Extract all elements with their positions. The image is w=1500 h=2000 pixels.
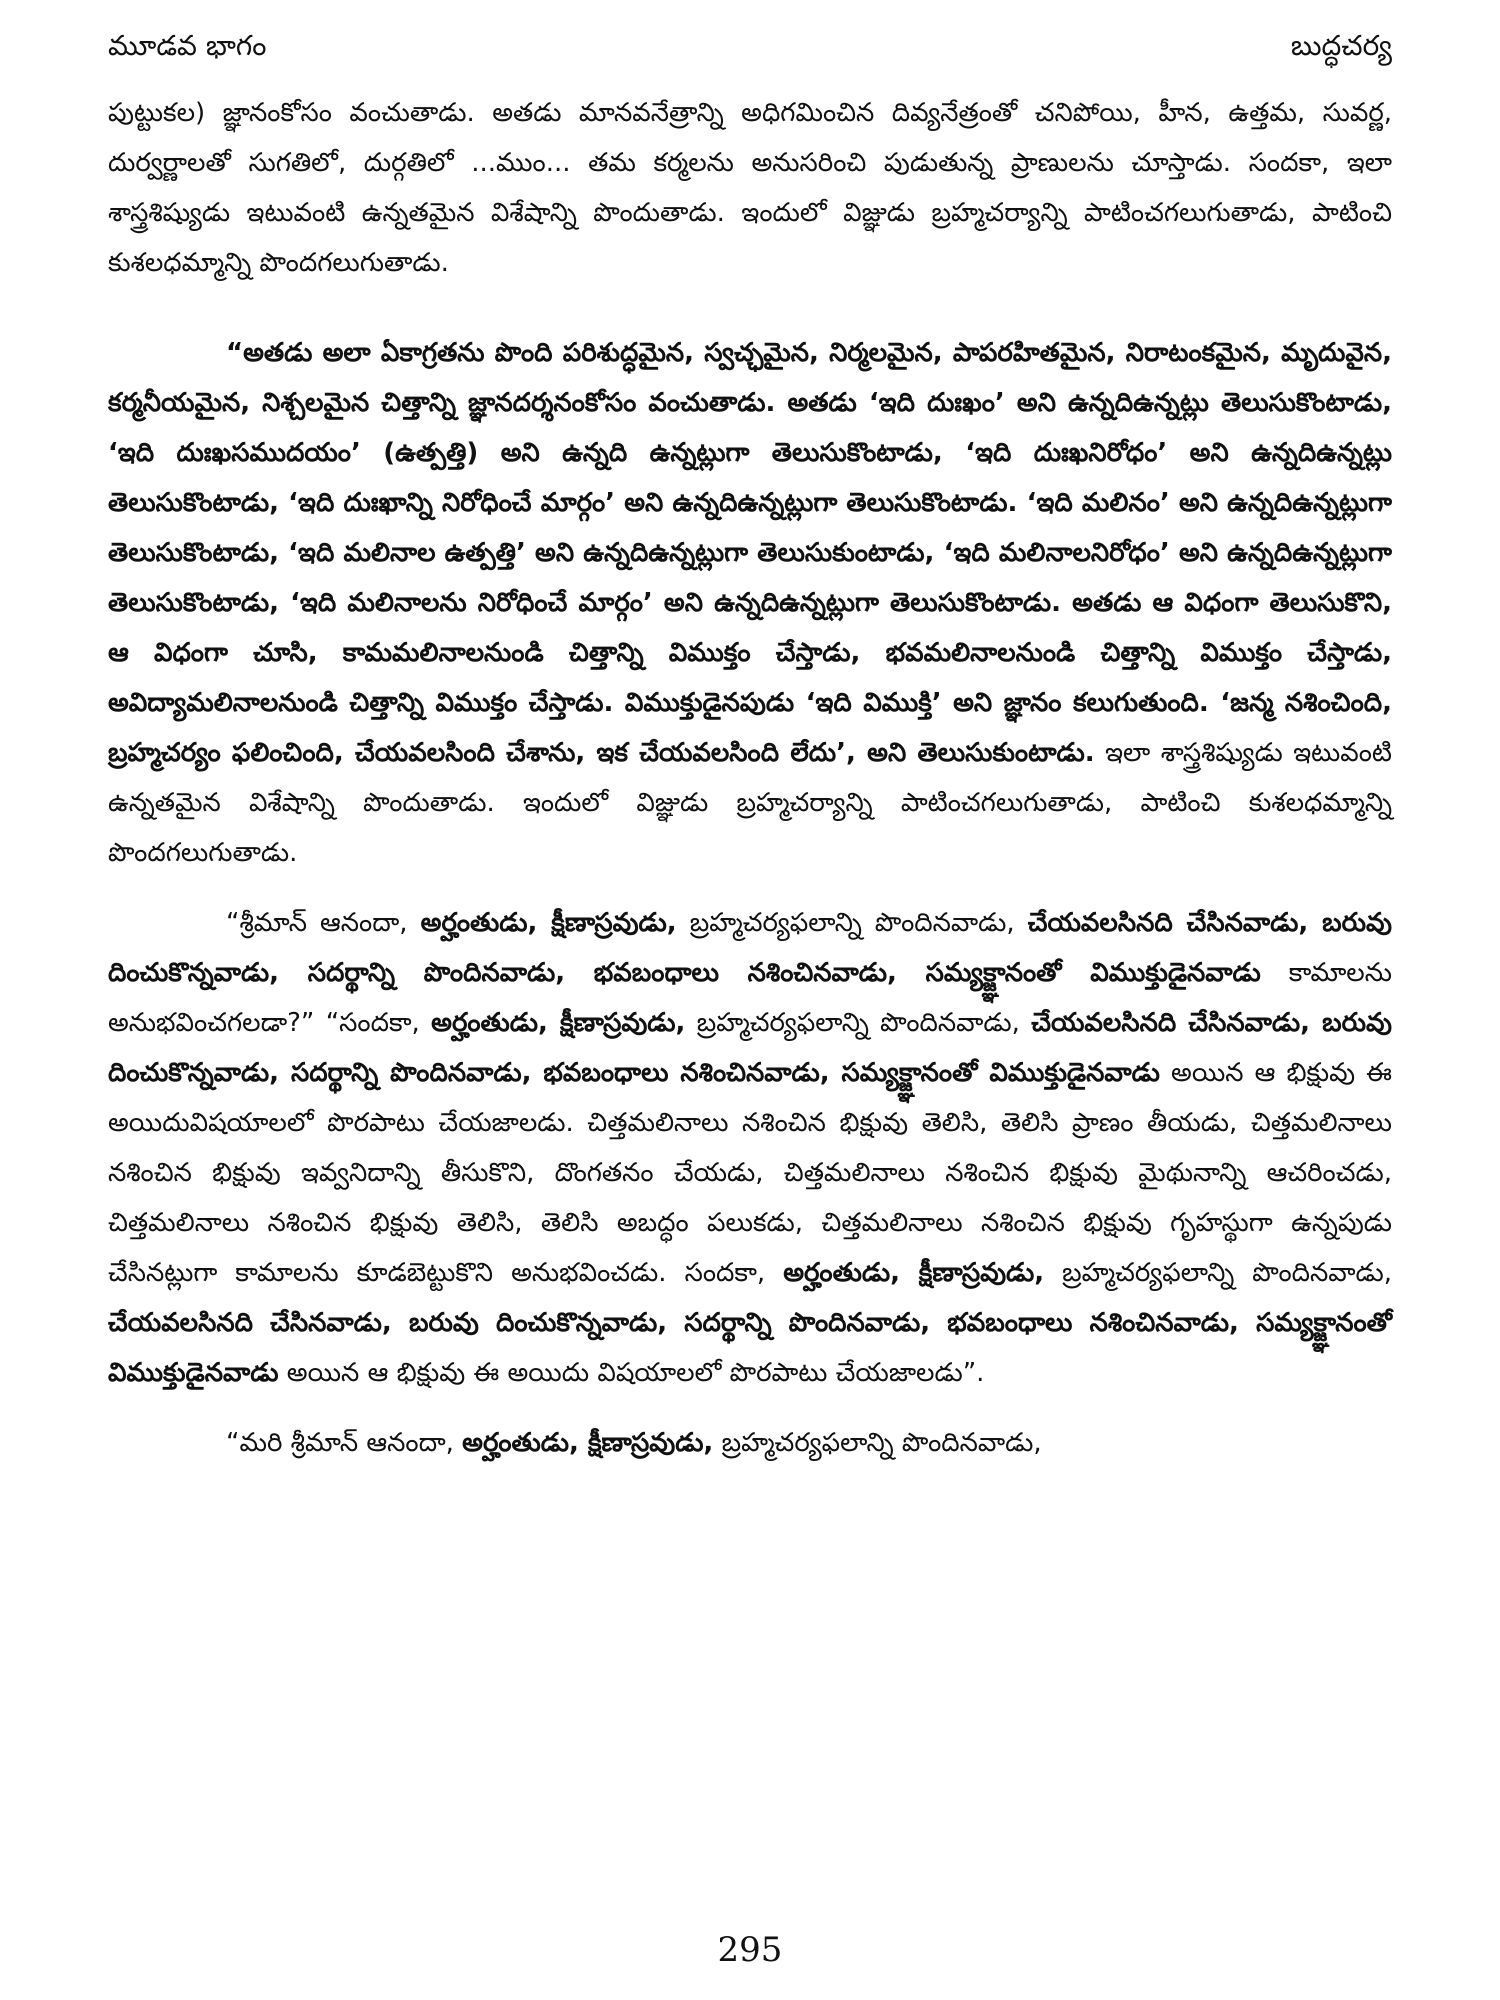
text-run: చేయవలసినది చేసినవాడు, బరువు దించుకొన్నవాడు, సదర్థాన్ని పొందినవాడు, భవబంధాలు నశించినవాడు, సమ్యక్జ్ఞానంతో విముక్తుడైనవాడు — [108, 908, 1392, 988]
text-run: చేయవలసినది చేసినవాడు, బరువు దించుకొన్నవాడు, సదర్థాన్ని పొందినవాడు, భవబంధాలు నశించినవాడు, సమ్యక్జ్ఞానంతో విముక్తుడైనవాడు — [108, 1308, 1392, 1388]
text-run: ఇలా శాస్త్రశిష్యుడు ఇటువంటి ఉన్నతమైన విశేషాన్ని పొందుతాడు. ఇందులో విజ్ఞుడు బ్రహ్మచర్యాన్ని పాటించగలుగుతాడు, పాటించి కుశలధమ్మాన్ని పొందగలుగుతాడు. — [108, 738, 1392, 868]
text-run: అర్హంతుడు, క్షీణాస్రవుడు, — [783, 1258, 1045, 1288]
paragraph-4 — [108, 1418, 1392, 1468]
text-run: “మరి శ్రీమాన్ ఆనందా, — [226, 1428, 463, 1458]
header-part-title: మూడవ భాగం — [108, 29, 267, 62]
text-run: బ్రహ్మచర్యఫలాన్ని పొందినవాడు, — [685, 1008, 1032, 1038]
text-run: అర్హంతుడు, క్షీణాస్రవుడు, — [462, 1428, 714, 1458]
paragraph-1 — [108, 88, 1392, 288]
text-run: అయిన ఆ భిక్షువు ఈ అయిదువిషయాలలో పొరపాటు చేయజాలడు. చిత్తమలినాలు నశించిన భిక్షువు తెలిసి, తెలిసి ప్రాణం తీయడు, చిత్తమలినాలు నశించిన భిక్షువు ఇవ్వనిదాన్ని తీసుకొని, దొంగతనం చేయడు, చిత్తమలినాలు నశించిన భిక్షువు మైథునాన్ని ఆచరించడు, చిత్తమలినాలు నశించిన భిక్షువు తెలిసి, తెలిసి అబద్ధం పలుకడు, చిత్తమలినాలు నశించిన భిక్షువు గృహస్థుగా ఉన్నపుడు చేసినట్లుగా కామాలను కూడబెట్టుకొని అనుభవించడు. సందకా, — [108, 1058, 1393, 1288]
page-number: 295 — [717, 1930, 783, 1970]
running-header — [108, 26, 1392, 66]
text-run: “అతడు అలా ఏకాగ్రతను పొంది పరిశుద్ధమైన, స్వచ్ఛమైన, నిర్మలమైన, పాపరహితమైన, నిరాటంకమైన, మృదువైన, కర్మనీయమైన, నిశ్చలమైన చిత్తాన్ని జ్ఞానదర్శనంకోసం వంచుతాడు. అతడు ‘ఇది దుఃఖం’ అని ఉన్నదిఉన్నట్లు తెలుసుకొంటాడు, ‘ఇది దుఃఖసముదయం’ (ఉత్పత్తి) అని ఉన్నది ఉన్నట్లుగా తెలుసుకొంటాడు, ‘ఇది దుఃఖనిరోధం’ అని ఉన్నదిఉన్నట్లు తెలుసుకొంటాడు, ‘ఇది దుఃఖాన్ని నిరోధించే మార్గం’ అని ఉన్నదిఉన్నట్లుగా తెలుసుకొంటాడు. ‘ఇది మలినం’ అని ఉన్నదిఉన్నట్లుగా తెలుసుకొంటాడు, ‘ఇది మలినాల ఉత్పత్తి’ అని ఉన్నదిఉన్నట్లుగా తెలుసుకుంటాడు, ‘ఇది మలినాలనిరోధం’ అని ఉన్నదిఉన్నట్లుగా తెలుసుకొంటాడు, ‘ఇది మలినాలను నిరోధించే మార్గం’ అని ఉన్నదిఉన్నట్లుగా తెలుసుకొంటాడు. అతడు ఆ విధంగా తెలుసుకొని, ఆ విధంగా చూసి, కామమలినాలనుండి చిత్తాన్ని విముక్తం చేస్తాడు, భవమలినాలనుండి చిత్తాన్ని విముక్తం చేస్తాడు, అవిద్యామలినాలనుండి చిత్తాన్ని విముక్తం చేస్తాడు. విముక్తుడైనపుడు ‘ఇది విముక్తి’ అని జ్ఞానం కలుగుతుంది. ‘జన్మ నశించింది, బ్రహ్మచర్యం ఫలించింది, చేయవలసింది చేశాను, ఇక చేయవలసింది లేదు’, అని తెలుసుకుంటాడు. — [108, 338, 1392, 768]
text-run: బ్రహ్మచర్యఫలాన్ని పొందినవాడు, — [676, 908, 1028, 938]
text-run: “శ్రీమాన్ ఆనందా, — [226, 908, 421, 938]
text-run: అర్హంతుడు, క్షీణాస్రవుడు, — [431, 1008, 686, 1038]
paragraph-2 — [108, 328, 1392, 878]
body-text — [108, 88, 1392, 1468]
text-run: చేయవలసినది చేసినవాడు, బరువు దించుకొన్నవాడు, సదర్థాన్ని పొందినవాడు, భవబంధాలు నశించినవాడు, సమ్యక్జ్ఞానంతో విముక్తుడైనవాడు — [108, 1008, 1392, 1088]
text-run: కామాలను అనుభవించగలడా?” “సందకా, — [108, 958, 1392, 1038]
text-run: బ్రహ్మచర్యఫలాన్ని పొందినవాడు, — [713, 1428, 1042, 1458]
text-run: అర్హంతుడు, క్షీణాస్రవుడు, — [420, 908, 677, 938]
text-run: బ్రహ్మచర్యఫలాన్ని పొందినవాడు, — [1044, 1258, 1392, 1288]
text-run: పుట్టుకల) జ్ఞానంకోసం వంచుతాడు. అతడు మానవనేత్రాన్ని అధిగమించిన దివ్యనేత్రంతో చనిపోయి, హీన, ఉత్తమ, సువర్ణ, దుర్వర్ణాలతో సుగతిలో, దుర్గతిలో ...ముం... తమ కర్మలను అనుసరించి పుడుతున్న ప్రాణులను చూస్తాడు. సందకా, ఇలా శాస్త్రశిష్యుడు ఇటువంటి ఉన్నతమైన విశేషాన్ని పొందుతాడు. ఇందులో విజ్ఞుడు బ్రహ్మచర్యాన్ని పాటించగలుగుతాడు, పాటించి కుశలధమ్మాన్ని పొందగలుగుతాడు. — [108, 98, 1392, 278]
paragraph-3 — [108, 898, 1392, 1398]
text-run: అయిన ఆ భిక్షువు ఈ అయిదు విషయాలలో పొరపాటు చేయజాలడు”. — [278, 1358, 985, 1388]
header-book-title: బుద్ధచర్య — [1290, 29, 1392, 62]
